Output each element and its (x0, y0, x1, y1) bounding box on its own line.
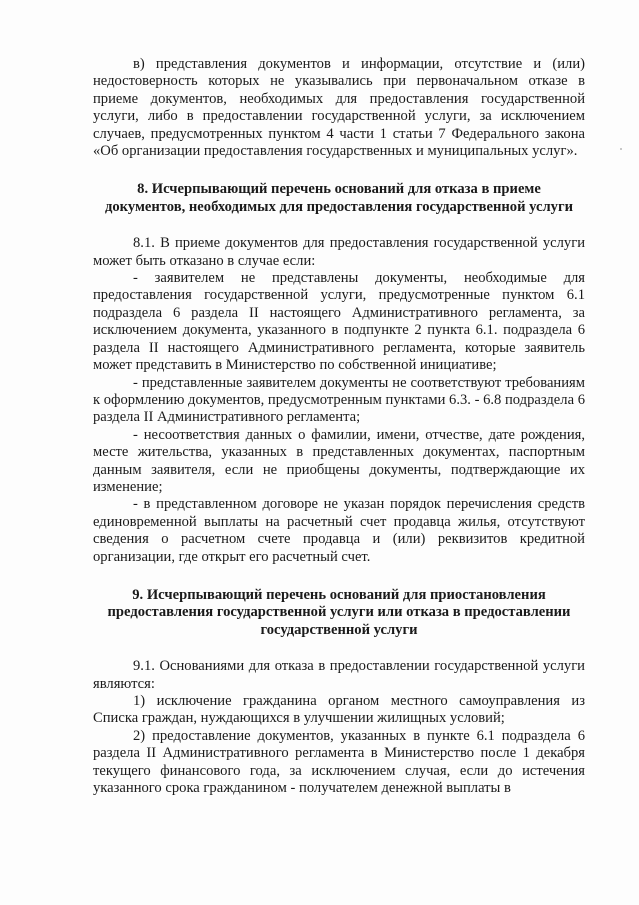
paragraph-8-1: 8.1. В приеме документов для предоставления государственной услуги может быть отказано в случае если: (93, 235, 585, 269)
list-item-data-mismatch: - несоответствия данных о фамилии, имени, отчестве, дате рождения, месте жительства, указанных в представленных документах, паспортным данным заявителя, если не приобщены документы, подтверждающие их изменение; (93, 426, 585, 495)
paragraph-item-v: в) представления документов и информации, отсутствие и (или) недостоверность которых не указывались при первоначальном отказе в приеме документов, необходимых для предоставления государственной услуги, либо в предоставлении государственной услуги, за исключением случаев, предусмотренных пунктом 4 части 1 статьи 7 Федерального закона «Об организации предоставления государственных и муниципальных услуг». (93, 56, 585, 160)
spacer (93, 160, 585, 181)
section-9-heading: 9. Исчерпывающий перечень оснований для приостановления предоставления государственной услуги или отказа в предоставлении государственной услуги (107, 586, 571, 638)
list-item-2: 2) предоставление документов, указанных в пункте 6.1 подраздела 6 раздела II Административного регламента в Министерство после 1 декабря текущего финансового года, за исключением случая, если до истечения указанного срока гражданином - получателем денежной выплаты в (93, 727, 585, 797)
list-item-1: 1) исключение гражданина органом местного самоуправления из Списка граждан, нуждающихся в улучшении жилищных условий; (93, 693, 585, 727)
paragraph-9-1: 9.1. Основаниями для отказа в предоставлении государственной услуги являются: (93, 658, 585, 692)
section-8-heading: 8. Исчерпывающий перечень оснований для отказа в приеме документов, необходимых для предоставления государственной услуги (105, 181, 573, 215)
list-item-contract-payment: - в представленном договоре не указан порядок перечисления средств единовременной выплаты на расчетный счет продавца жилья, отсутствуют сведения о расчетном счете продавца и (или) реквизитов кредитной организации, где открыт его расчетный счет. (93, 496, 585, 565)
list-item-format-requirements: - представленные заявителем документы не соответствуют требованиям к оформлению документов, предусмотренным пунктами 6.3. - 6.8 подраздела 6 раздела II Административного регламента; (93, 374, 585, 426)
document-body (93, 56, 585, 797)
list-item-missing-documents: - заявителем не представлены документы, необходимые для предоставления государственной услуги, предусмотренные пунктом 6.1 подраздела 6 раздела II настоящего Административного регламента, за исключением документа, указанного в подпункте 2 пункта 6.1. подраздела 6 раздела II настоящего Административного регламента, которые заявитель может представить в Министерство по собственной инициативе; (93, 270, 585, 374)
spacer (93, 216, 585, 235)
spacer (93, 639, 585, 658)
scan-speck (620, 148, 622, 150)
spacer (93, 566, 585, 587)
